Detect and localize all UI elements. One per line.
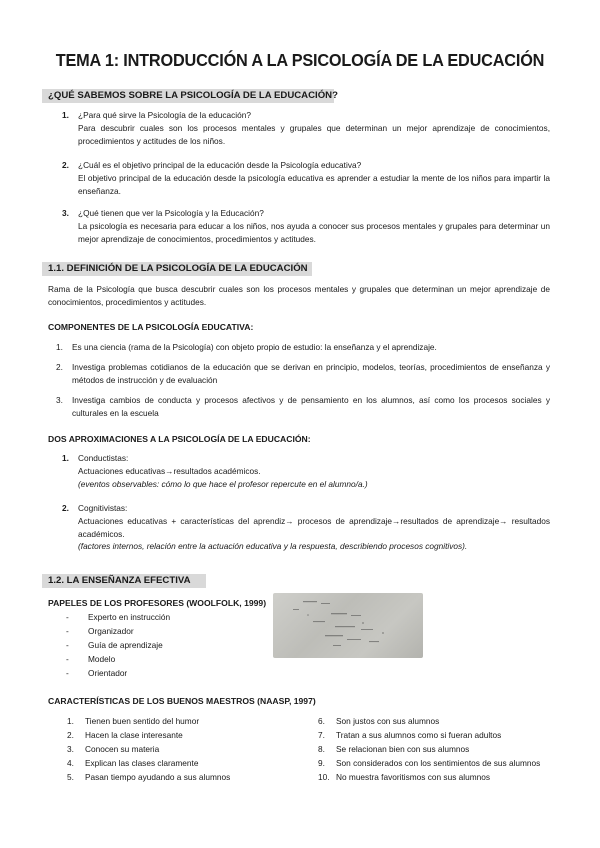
question-item (62, 159, 550, 197)
approach-item (62, 502, 550, 553)
list-text: Experto en instrucción (88, 612, 171, 622)
approach-text: Actuaciones educativas + características del aprendiz→ procesos de aprendizaje→resultados de aprendizaje→ resultados académicos. (78, 515, 550, 539)
caracteristicas-list-left (67, 714, 230, 784)
dash-bullet: - (66, 612, 69, 622)
question-item (62, 109, 550, 147)
section-heading-1-2: 1.2. LA ENSEÑANZA EFECTIVA (42, 574, 206, 588)
list-item (67, 756, 230, 770)
list-item (318, 714, 540, 728)
list-text: Se relacionan bien con sus alumnos (336, 744, 470, 754)
list-text: Tienen buen sentido del humor (85, 716, 200, 726)
list-number: 6. (318, 716, 325, 726)
approach-name: Conductistas: (78, 453, 129, 463)
list-text: Organizador (88, 626, 134, 636)
list-number: 5. (67, 772, 74, 782)
approach-note: (factores internos, relación entre la actuación educativa y la respuesta, describiendo procesos cognitivos). (78, 541, 468, 552)
list-number: 3. (56, 395, 63, 405)
list-item (66, 652, 170, 666)
list-item (67, 770, 230, 784)
list-item (67, 728, 230, 742)
approach-text: Actuaciones educativas→resultados académicos. (78, 465, 261, 476)
list-text: No muestra favoritismos con sus alumnos (336, 772, 491, 782)
list-text: Es una ciencia (rama de la Psicología) con objeto propio de estudio: la enseñanza y el aprendizaje. (72, 342, 437, 352)
caracteristicas-title: CARACTERÍSTICAS DE LOS BUENOS MAESTROS (NAASP, 1997) (48, 696, 316, 706)
dash-bullet: - (66, 668, 69, 678)
list-item (318, 728, 540, 742)
list-number: 1. (67, 716, 74, 726)
list-text: Pasan tiempo ayudando a sus alumnos (85, 772, 231, 782)
list-number: 1. (56, 342, 63, 352)
list-item (56, 341, 550, 354)
answer-text: Para descubrir cuales son los procesos mentales y grupales que determinan un mejor aprendizaje de conocimientos, procedimientos y actitudes de los niños. (78, 122, 550, 146)
dash-bullet: - (66, 626, 69, 636)
list-number: 10. (318, 772, 330, 782)
list-item (66, 638, 170, 652)
approach-name: Cognitivistas: (78, 503, 128, 513)
list-number: 2. (67, 730, 74, 740)
list-text: Explican las clases claramente (85, 758, 199, 768)
list-number: 3. (67, 744, 74, 754)
list-item (66, 624, 170, 638)
page-title: TEMA 1: INTRODUCCIÓN A LA PSICOLOGÍA DE LA EDUCACIÓN (55, 50, 545, 70)
list-text: Orientador (88, 668, 128, 678)
list-item (318, 770, 540, 784)
dash-bullet: - (66, 654, 69, 664)
question-number: 1. (62, 110, 69, 120)
list-item (56, 394, 550, 420)
approach-item (62, 452, 550, 490)
list-text: Tratan a sus alumnos como si fueran adultos (336, 730, 502, 740)
list-item (66, 610, 170, 624)
list-item (318, 742, 540, 756)
section-heading-que-sabemos: ¿QUÉ SABEMOS SOBRE LA PSICOLOGÍA DE LA EDUCACIÓN? (42, 89, 334, 103)
list-text: Investiga problemas cotidianos de la educación que se derivan en principio, modelos, teorías, procedimientos de enseñanza y métodos de instrucción y de evaluación (72, 362, 550, 385)
handwriting-marks (273, 593, 423, 658)
componentes-title: COMPONENTES DE LA PSICOLOGÍA EDUCATIVA: (48, 322, 254, 332)
papeles-title: PAPELES DE LOS PROFESORES (WOOLFOLK, 1999) (48, 598, 267, 608)
list-item (66, 666, 170, 680)
list-number: 2. (56, 362, 63, 372)
question-number: 2. (62, 160, 69, 170)
list-item (56, 361, 550, 387)
list-number: 8. (318, 744, 325, 754)
list-text: Son justos con sus alumnos (336, 716, 440, 726)
question-number: 3. (62, 208, 69, 218)
list-text: Conocen su materia (85, 744, 160, 754)
definition-paragraph: Rama de la Psicología que busca descubrir cuales son los procesos mentales y grupales que determinan un mejor aprendizaje de conocimientos, procedimientos y actitudes. (48, 284, 550, 307)
answer-text: El objetivo principal de la educación desde la psicología educativa es aprender a estudiar la mente de los niños para impartir la enseñanza. (78, 172, 550, 196)
answer-text: La psicología es necesaria para educar a los niños, nos ayuda a conocer sus procesos mentales y grupales para determinar un mejor aprendizaje de conocimientos, procedimientos y actitudes. (78, 220, 550, 244)
papeles-list (66, 610, 170, 680)
list-number: 4. (67, 758, 74, 768)
list-item (318, 756, 540, 770)
question-item (62, 207, 550, 245)
list-number: 9. (318, 758, 325, 768)
approach-note: (eventos observables: cómo lo que hace el profesor repercute en el alumno/a.) (78, 478, 368, 489)
question-text: ¿Para qué sirve la Psicología de la educación? (78, 110, 251, 120)
list-text: Hacen la clase interesante (85, 730, 183, 740)
list-number: 7. (318, 730, 325, 740)
list-item (67, 714, 230, 728)
list-text: Son considerados con los sentimientos de sus alumnos (336, 758, 541, 768)
caracteristicas-list-right (318, 714, 540, 784)
section-heading-1-1: 1.1. DEFINICIÓN DE LA PSICOLOGÍA DE LA EDUCACIÓN (42, 262, 312, 276)
list-text: Modelo (88, 654, 116, 664)
approach-number: 2. (62, 503, 69, 513)
aproximaciones-title: DOS APROXIMACIONES A LA PSICOLOGÍA DE LA EDUCACIÓN: (48, 434, 311, 444)
list-text: Guía de aprendizaje (88, 640, 163, 650)
question-text: ¿Qué tienen que ver la Psicología y la Educación? (78, 208, 264, 218)
whiteboard-photo (273, 593, 423, 658)
approach-number: 1. (62, 453, 69, 463)
list-item (67, 742, 230, 756)
dash-bullet: - (66, 640, 69, 650)
question-text: ¿Cuál es el objetivo principal de la educación desde la Psicología educativa? (78, 160, 362, 170)
list-text: Investiga cambios de conducta y procesos afectivos y de pensamiento en los alumnos, así como los procesos sociales y culturales en la escuela (72, 395, 550, 418)
